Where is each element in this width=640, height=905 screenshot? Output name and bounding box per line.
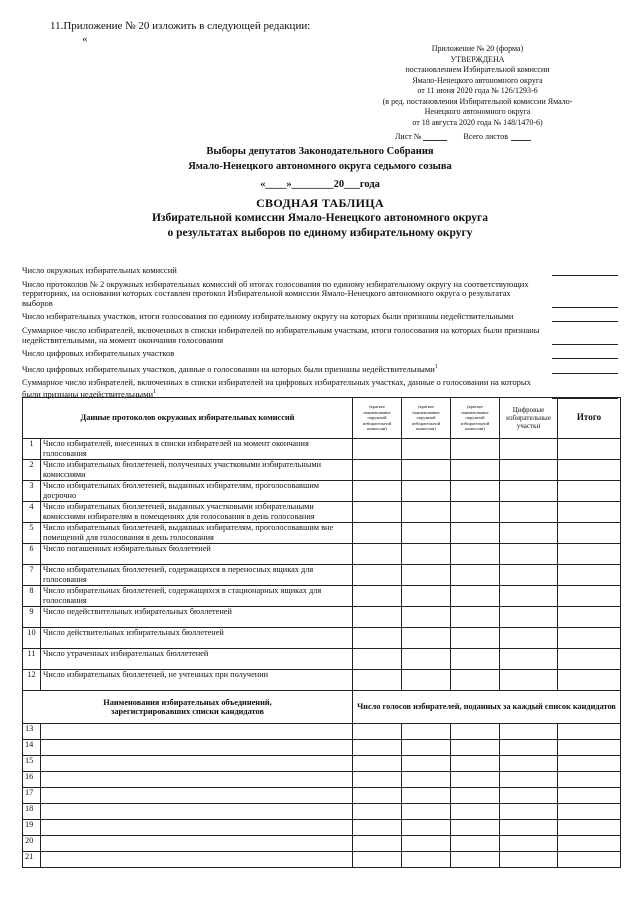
row-number: 19 xyxy=(23,820,41,836)
election-subtitle: Ямало-Ненецкого автономного округа седьмого созыва xyxy=(188,161,452,172)
party-row xyxy=(23,772,621,788)
vote-cell[interactable] xyxy=(500,756,558,772)
value-cell[interactable] xyxy=(451,649,500,670)
value-cell[interactable] xyxy=(558,460,621,481)
value-cell[interactable] xyxy=(451,565,500,586)
party-row xyxy=(23,788,621,804)
table-row xyxy=(23,628,621,649)
value-cell[interactable] xyxy=(353,502,402,523)
table-row xyxy=(23,523,621,544)
vote-cell[interactable] xyxy=(402,820,451,836)
value-cell[interactable] xyxy=(558,481,621,502)
row-number: 17 xyxy=(23,788,41,804)
vote-cell[interactable] xyxy=(558,772,621,788)
row-label: Число утраченных избирательных бюллетеней xyxy=(41,649,353,670)
vote-cell[interactable] xyxy=(500,852,558,868)
value-blank-line xyxy=(552,373,618,374)
vote-cell[interactable] xyxy=(558,804,621,820)
value-cell[interactable] xyxy=(500,670,558,691)
document-title: СВОДНАЯ ТАБЛИЦА xyxy=(256,196,384,210)
vote-cell[interactable] xyxy=(451,820,500,836)
value-cell[interactable] xyxy=(451,586,500,607)
vote-cell[interactable] xyxy=(353,836,402,852)
value-cell[interactable] xyxy=(451,628,500,649)
party-name-cell[interactable] xyxy=(41,724,353,740)
party-row xyxy=(23,836,621,852)
value-cell[interactable] xyxy=(353,523,402,544)
value-cell[interactable] xyxy=(500,586,558,607)
vote-cell[interactable] xyxy=(451,724,500,740)
row-number: 21 xyxy=(23,852,41,868)
row-number: 5 xyxy=(23,523,41,544)
total-column-header: Итого xyxy=(558,398,621,439)
row-number: 6 xyxy=(23,544,41,565)
opening-quote: « xyxy=(82,33,88,45)
party-name-cell[interactable] xyxy=(41,852,353,868)
summary-item-text: Число избирательных участков, итоги голосования по единому избирательному округу на которых были признаны недействительными xyxy=(22,311,514,322)
party-row xyxy=(23,804,621,820)
results-table xyxy=(22,397,621,868)
sheets-total-blank xyxy=(511,132,531,141)
value-cell[interactable] xyxy=(353,628,402,649)
table-row xyxy=(23,565,621,586)
value-cell[interactable] xyxy=(500,544,558,565)
party-row xyxy=(23,756,621,772)
commission-name: Избирательной комиссии Ямало-Ненецкого автономного округа xyxy=(151,212,489,224)
value-cell[interactable] xyxy=(500,607,558,628)
party-names-header: Наименования избирательных объединений, зарегистрировавших списки кандидатов xyxy=(23,691,353,724)
approval-line: УТВЕРЖДЕНА xyxy=(450,54,505,64)
value-cell[interactable] xyxy=(402,460,451,481)
approval-line: (в ред. постановления Избирательной комиссии Ямало- xyxy=(382,96,573,106)
value-cell[interactable] xyxy=(500,565,558,586)
approval-line: Приложение № 20 (форма) xyxy=(431,44,524,53)
value-cell[interactable] xyxy=(558,523,621,544)
value-cell[interactable] xyxy=(353,460,402,481)
row-label: Число недействительных избирательных бюллетеней xyxy=(41,607,353,628)
vote-cell[interactable] xyxy=(451,836,500,852)
vote-cell[interactable] xyxy=(353,724,402,740)
summary-item xyxy=(22,280,620,309)
votes-header: Число голосов избирателей, поданных за каждый список кандидатов xyxy=(353,691,621,724)
table-row xyxy=(23,460,621,481)
value-cell[interactable] xyxy=(402,586,451,607)
row-label: Число погашенных избирательных бюллетеней xyxy=(41,544,353,565)
table-row xyxy=(23,502,621,523)
summary-item xyxy=(22,312,620,322)
summary-item-text: Число цифровых избирательных участков, данные о голосовании на которых были признаны недействительными xyxy=(22,363,435,374)
row-number: 1 xyxy=(23,439,41,460)
value-cell[interactable] xyxy=(558,670,621,691)
vote-cell[interactable] xyxy=(353,772,402,788)
row-label: Число избирательных бюллетеней, полученных участковыми избирательными комиссиями xyxy=(41,460,353,481)
value-cell[interactable] xyxy=(500,523,558,544)
row-number: 20 xyxy=(23,836,41,852)
value-blank-line xyxy=(552,344,618,345)
value-cell[interactable] xyxy=(402,565,451,586)
value-cell[interactable] xyxy=(402,649,451,670)
value-cell[interactable] xyxy=(451,460,500,481)
row-label: Число избирательных бюллетеней, выданных избирателям, проголосовавшим вне помещений для голосования в день голосования xyxy=(41,523,353,544)
table-row xyxy=(23,544,621,565)
party-row xyxy=(23,852,621,868)
summary-item-text: Число окружных избирательных комиссий xyxy=(22,265,177,275)
row-label: Число избирательных бюллетеней, не учтенных при получении xyxy=(41,670,353,691)
value-cell[interactable] xyxy=(451,502,500,523)
vote-cell[interactable] xyxy=(402,772,451,788)
row-label: Число избирателей, внесенных в списки избирателей на момент окончания голосования xyxy=(41,439,353,460)
row-label: Число избирательных бюллетеней, содержащихся в переносных ящиках для голосования xyxy=(41,565,353,586)
row-label: Число избирательных бюллетеней, выданных избирателям, проголосовавшим досрочно xyxy=(41,481,353,502)
protocol-data-header: Данные протоколов окружных избирательных комиссий xyxy=(23,398,353,439)
approval-block xyxy=(355,44,600,128)
party-name-cell[interactable] xyxy=(41,820,353,836)
sheets-total-label: Всего листов xyxy=(463,132,508,141)
intro-text: 11.Приложение № 20 изложить в следующей редакции: xyxy=(50,20,311,32)
value-cell[interactable] xyxy=(402,481,451,502)
vote-cell[interactable] xyxy=(558,852,621,868)
value-cell[interactable] xyxy=(451,544,500,565)
vote-cell[interactable] xyxy=(500,724,558,740)
vote-cell[interactable] xyxy=(558,788,621,804)
summary-item-text: Число цифровых избирательных участков xyxy=(22,348,175,359)
row-number: 7 xyxy=(23,565,41,586)
row-number: 12 xyxy=(23,670,41,691)
party-row xyxy=(23,820,621,836)
row-label: Число избирательных бюллетеней, содержащихся в стационарных ящиках для голосования xyxy=(41,586,353,607)
vote-cell[interactable] xyxy=(402,724,451,740)
election-title: Выборы депутатов Законодательного Собрания xyxy=(206,146,434,157)
district-column-header: (краткое наименование окружной избирательной комиссии) xyxy=(451,398,500,439)
party-name-cell[interactable] xyxy=(41,804,353,820)
summary-item xyxy=(22,349,620,359)
value-cell[interactable] xyxy=(500,502,558,523)
footnote-marker: 1 xyxy=(153,388,157,395)
value-cell[interactable] xyxy=(402,544,451,565)
value-cell[interactable] xyxy=(451,607,500,628)
value-cell[interactable] xyxy=(353,607,402,628)
value-blank-line xyxy=(552,275,618,276)
row-number: 16 xyxy=(23,772,41,788)
table-row xyxy=(23,586,621,607)
value-cell[interactable] xyxy=(353,565,402,586)
row-number: 8 xyxy=(23,586,41,607)
vote-cell[interactable] xyxy=(353,788,402,804)
sheet-number-label: Лист № xyxy=(395,132,422,141)
table-row xyxy=(23,649,621,670)
vote-cell[interactable] xyxy=(451,756,500,772)
value-cell[interactable] xyxy=(353,439,402,460)
row-label: Число избирательных бюллетеней, выданных участковыми избирательными комиссиями избирателям в помещениях для голосования в день голосования xyxy=(41,502,353,523)
vote-cell[interactable] xyxy=(500,804,558,820)
value-cell[interactable] xyxy=(500,439,558,460)
value-cell[interactable] xyxy=(451,439,500,460)
value-cell[interactable] xyxy=(500,649,558,670)
table-row xyxy=(23,481,621,502)
row-number: 4 xyxy=(23,502,41,523)
value-cell[interactable] xyxy=(500,460,558,481)
summary-item-text: Суммарное число избирателей, включенных в списки избирателей по избирательным участкам, итоги голосования на которых были признаны недействительными, на момент окончания голосования xyxy=(22,324,540,345)
party-name-cell[interactable] xyxy=(41,740,353,756)
sheet-numbering xyxy=(395,132,610,141)
vote-cell[interactable] xyxy=(353,820,402,836)
vote-cell[interactable] xyxy=(558,740,621,756)
footnote-marker: 1 xyxy=(434,363,438,370)
approval-line: от 18 августа 2020 года № 148/1470-6) xyxy=(412,117,543,127)
summary-items xyxy=(22,266,620,403)
vote-cell[interactable] xyxy=(353,852,402,868)
vote-cell[interactable] xyxy=(353,804,402,820)
vote-cell[interactable] xyxy=(500,740,558,756)
value-blank-line xyxy=(552,307,618,308)
value-blank-line xyxy=(552,358,618,359)
value-cell[interactable] xyxy=(353,544,402,565)
vote-cell[interactable] xyxy=(402,852,451,868)
row-number: 9 xyxy=(23,607,41,628)
value-cell[interactable] xyxy=(558,649,621,670)
value-cell[interactable] xyxy=(402,523,451,544)
party-name-cell[interactable] xyxy=(41,772,353,788)
value-cell[interactable] xyxy=(451,481,500,502)
vote-cell[interactable] xyxy=(353,756,402,772)
value-cell[interactable] xyxy=(353,670,402,691)
value-cell[interactable] xyxy=(558,628,621,649)
table-row xyxy=(23,607,621,628)
value-cell[interactable] xyxy=(402,502,451,523)
vote-cell[interactable] xyxy=(500,820,558,836)
district-column-header: (краткое наименование окружной избирательной комиссии) xyxy=(353,398,402,439)
row-number: 10 xyxy=(23,628,41,649)
value-cell[interactable] xyxy=(500,628,558,649)
vote-cell[interactable] xyxy=(558,756,621,772)
row-number: 13 xyxy=(23,724,41,740)
vote-cell[interactable] xyxy=(402,804,451,820)
vote-cell[interactable] xyxy=(402,756,451,772)
row-number: 2 xyxy=(23,460,41,481)
party-row xyxy=(23,740,621,756)
vote-cell[interactable] xyxy=(558,836,621,852)
value-cell[interactable] xyxy=(558,544,621,565)
vote-cell[interactable] xyxy=(500,772,558,788)
value-cell[interactable] xyxy=(451,523,500,544)
value-cell[interactable] xyxy=(558,607,621,628)
row-number: 14 xyxy=(23,740,41,756)
vote-cell[interactable] xyxy=(451,772,500,788)
row-label: Число действительных избирательных бюллетеней xyxy=(41,628,353,649)
vote-cell[interactable] xyxy=(402,836,451,852)
value-cell[interactable] xyxy=(558,502,621,523)
party-header-row xyxy=(23,691,621,724)
row-number: 15 xyxy=(23,756,41,772)
approval-line: Ямало-Ненецкого автономного округа xyxy=(412,75,543,85)
value-cell[interactable] xyxy=(353,649,402,670)
row-number: 18 xyxy=(23,804,41,820)
summary-item xyxy=(22,363,620,374)
value-cell[interactable] xyxy=(353,481,402,502)
approval-line: от 11 июня 2020 года № 126/1293-6 xyxy=(417,86,538,95)
summary-item xyxy=(22,326,620,345)
value-blank-line xyxy=(552,321,618,322)
sheet-number-blank xyxy=(423,132,447,141)
summary-item-text: Суммарное число избирателей, включенных в списки избирателей на цифровых избирательных участках, данные о голосовании на которых были признаны недействительными xyxy=(22,377,531,399)
vote-cell[interactable] xyxy=(451,788,500,804)
approval-line: постановлением Избирательной комиссии xyxy=(405,65,550,74)
party-name-cell[interactable] xyxy=(41,756,353,772)
value-cell[interactable] xyxy=(402,439,451,460)
date-line: «____»________20___года xyxy=(260,179,380,190)
party-name-cell[interactable] xyxy=(41,788,353,804)
row-number: 3 xyxy=(23,481,41,502)
value-cell[interactable] xyxy=(402,670,451,691)
party-name-cell[interactable] xyxy=(41,836,353,852)
approval-line: Ненецкого автономного округа xyxy=(424,107,531,116)
value-cell[interactable] xyxy=(402,628,451,649)
vote-cell[interactable] xyxy=(353,740,402,756)
vote-cell[interactable] xyxy=(500,788,558,804)
digital-column-header: Цифровые избирательные участки xyxy=(500,398,558,439)
results-scope: о результатах выборов по единому избирательному округу xyxy=(167,227,473,239)
row-number: 11 xyxy=(23,649,41,670)
value-cell[interactable] xyxy=(558,565,621,586)
summary-item-text: Число протоколов № 2 окружных избирательных комиссий об итогах голосования по единому избирательному округу на соответствующих территориях, на основании которых составлен протокол Избирательной комиссии Ямало-Ненецкого автономного округа о результатах выборов xyxy=(22,278,529,308)
table-row xyxy=(23,670,621,691)
value-cell[interactable] xyxy=(353,586,402,607)
vote-cell[interactable] xyxy=(558,724,621,740)
value-cell[interactable] xyxy=(558,586,621,607)
table-row xyxy=(23,439,621,460)
value-cell[interactable] xyxy=(500,481,558,502)
vote-cell[interactable] xyxy=(500,836,558,852)
value-cell[interactable] xyxy=(558,439,621,460)
summary-item xyxy=(22,266,620,276)
party-row xyxy=(23,724,621,740)
district-column-header: (краткое наименование окружной избирательной комиссии) xyxy=(402,398,451,439)
vote-cell[interactable] xyxy=(558,820,621,836)
vote-cell[interactable] xyxy=(402,740,451,756)
vote-cell[interactable] xyxy=(451,804,500,820)
vote-cell[interactable] xyxy=(451,740,500,756)
vote-cell[interactable] xyxy=(451,852,500,868)
vote-cell[interactable] xyxy=(402,788,451,804)
value-cell[interactable] xyxy=(402,607,451,628)
value-cell[interactable] xyxy=(451,670,500,691)
